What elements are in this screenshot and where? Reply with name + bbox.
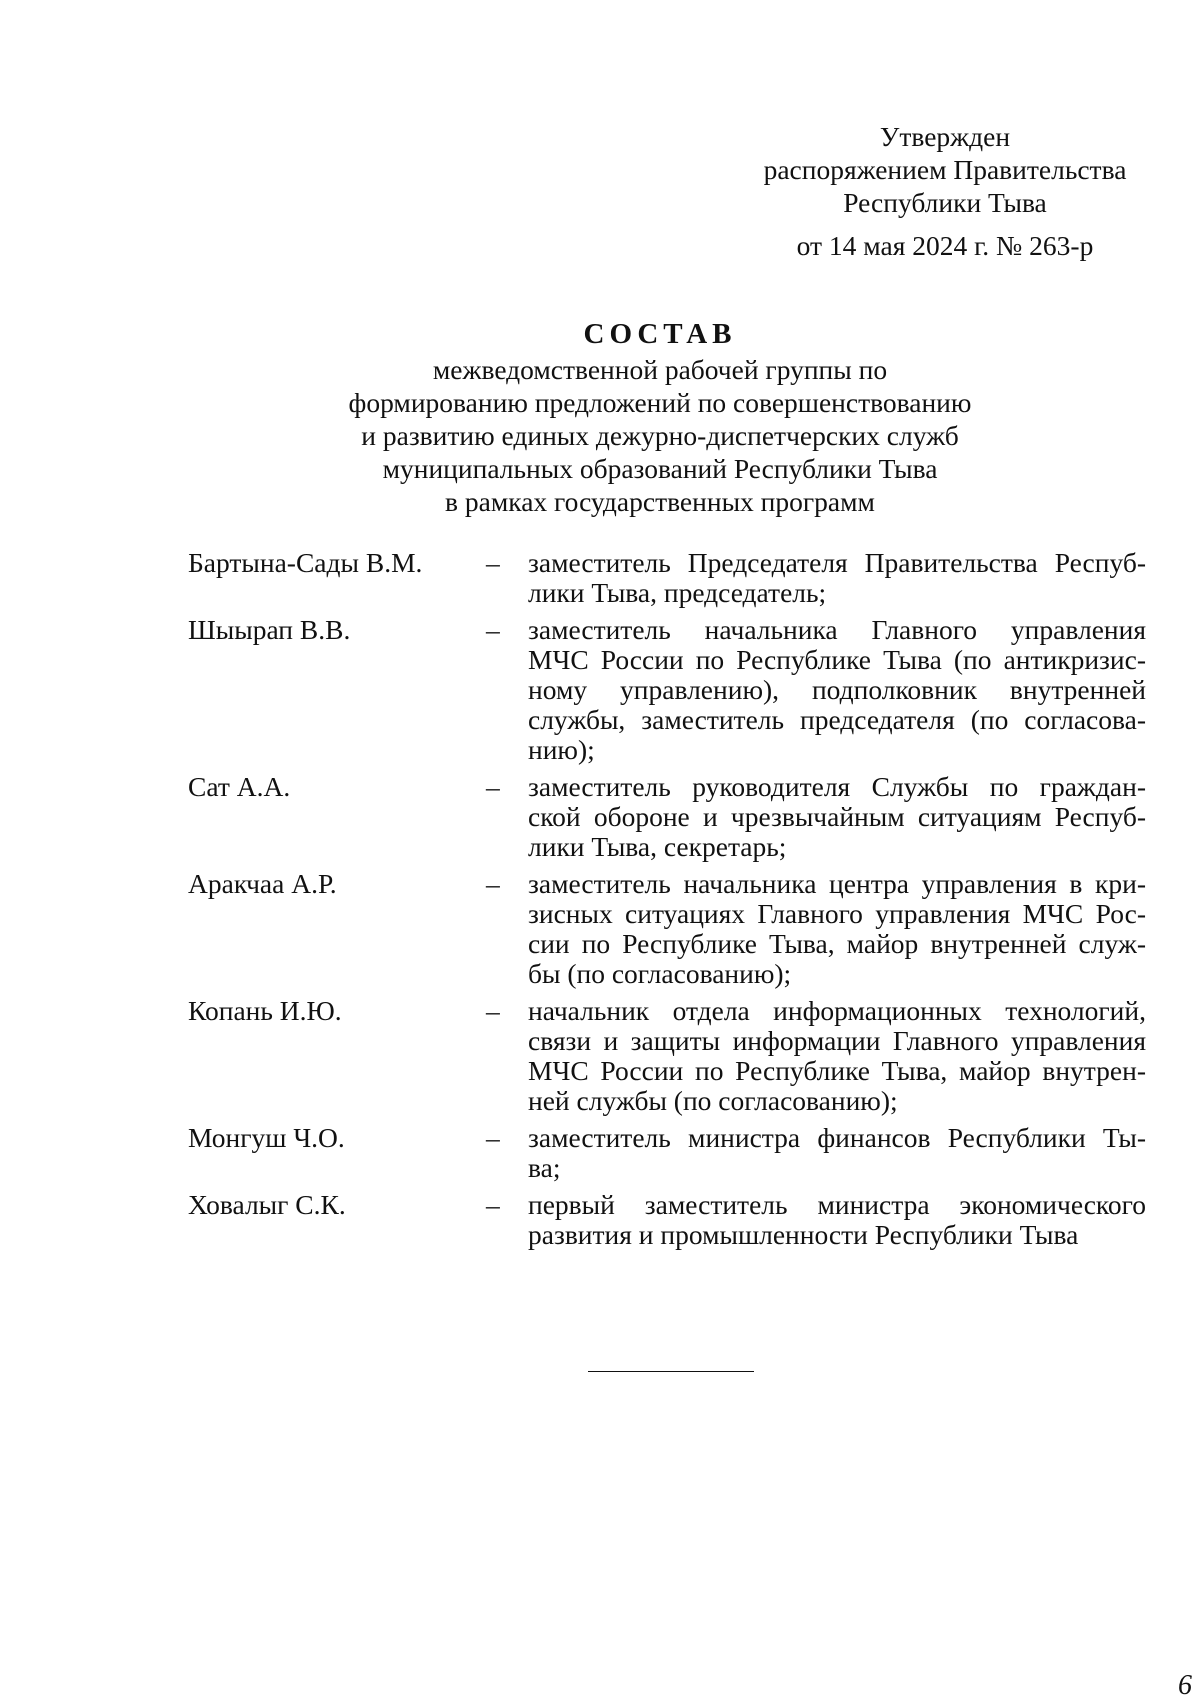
member-row	[188, 615, 1148, 765]
member-row	[188, 772, 1148, 862]
title-subline: формированию предложений по совершенствованию	[348, 387, 972, 418]
member-row	[188, 548, 1148, 608]
member-name: Монгуш Ч.О.	[188, 1122, 345, 1153]
role-line: первый заместитель министра экономического	[528, 1189, 1146, 1220]
role-line: заместитель начальника центра управления в кри-	[528, 868, 1146, 899]
role-line: связи и защиты информации Главного управления	[528, 1025, 1146, 1056]
title-subline: в рамках государственных программ	[445, 486, 875, 517]
role-line: заместитель министра финансов Республики Ты-	[528, 1122, 1146, 1153]
member-dash: –	[486, 547, 500, 578]
member-dash: –	[486, 1189, 500, 1220]
role-line: ва;	[528, 1152, 561, 1183]
role-line: зисных ситуациях Главного управления МЧС Рос-	[528, 898, 1146, 929]
role-line: МЧС России по Республике Тыва (по антикризис-	[528, 644, 1146, 675]
role-line: лики Тыва, секретарь;	[528, 831, 787, 862]
member-dash: –	[486, 771, 500, 802]
title-subline: муниципальных образований Республики Тыва	[382, 453, 938, 484]
role-line: ской обороне и чрезвычайным ситуациям Респуб-	[528, 801, 1146, 832]
role-line: бы (по согласованию);	[528, 958, 792, 989]
member-row	[188, 996, 1148, 1116]
role-line: сии по Республике Тыва, майор внутренней служ-	[528, 928, 1146, 959]
role-line: службы, заместитель председателя (по согласова-	[528, 704, 1146, 735]
member-role	[528, 548, 1146, 608]
approval-date: от 14 мая 2024 г. № 263-р	[796, 230, 1094, 261]
approval-line-1: Утвержден	[879, 121, 1011, 152]
member-name: Копань И.Ю.	[188, 995, 342, 1026]
member-name: Аракчаа А.Р.	[188, 868, 337, 899]
role-line: начальник отдела информационных технологий,	[528, 995, 1146, 1026]
role-line: заместитель Председателя Правительства Респуб-	[528, 547, 1146, 578]
title-subline: и развитию единых дежурно-диспетчерских служб	[361, 420, 959, 451]
end-divider	[588, 1371, 754, 1372]
approval-line-2: распоряжением Правительства	[763, 154, 1127, 185]
member-row	[188, 1123, 1148, 1183]
member-role	[528, 772, 1146, 862]
page-number: 6	[1178, 1670, 1192, 1701]
member-name: Сат А.А.	[188, 771, 291, 802]
member-name: Шыырап В.В.	[188, 614, 351, 645]
member-name: Бартына-Сады В.М.	[188, 547, 423, 578]
role-line: лики Тыва, председатель;	[528, 577, 827, 608]
role-line: ней службы (по согласованию);	[528, 1085, 898, 1116]
role-line: заместитель руководителя Службы по граждан-	[528, 771, 1146, 802]
role-line: нию);	[528, 734, 595, 765]
member-dash: –	[486, 1122, 500, 1153]
title-heading: СОСТАВ	[583, 318, 737, 350]
member-role	[528, 996, 1146, 1116]
role-line: МЧС России по Республике Тыва, майор внутрен-	[528, 1055, 1146, 1086]
role-line: ному управлению), подполковник внутренней	[528, 674, 1146, 705]
member-role	[528, 869, 1146, 989]
member-row	[188, 869, 1148, 989]
role-line: развития и промышленности Республики Тыва	[528, 1219, 1079, 1250]
member-role	[528, 1190, 1146, 1250]
approval-stamp	[745, 120, 1145, 262]
member-dash: –	[486, 995, 500, 1026]
approval-line-3: Республики Тыва	[843, 187, 1047, 218]
title-subline: межведомственной рабочей группы по	[432, 354, 888, 385]
member-dash: –	[486, 614, 500, 645]
member-dash: –	[486, 868, 500, 899]
member-name: Ховалыг С.К.	[188, 1189, 346, 1220]
member-role	[528, 615, 1146, 765]
members-list	[188, 548, 1148, 1257]
document-title	[220, 318, 1100, 518]
member-role	[528, 1123, 1146, 1183]
member-row	[188, 1190, 1148, 1250]
role-line: заместитель начальника Главного управления	[528, 614, 1146, 645]
